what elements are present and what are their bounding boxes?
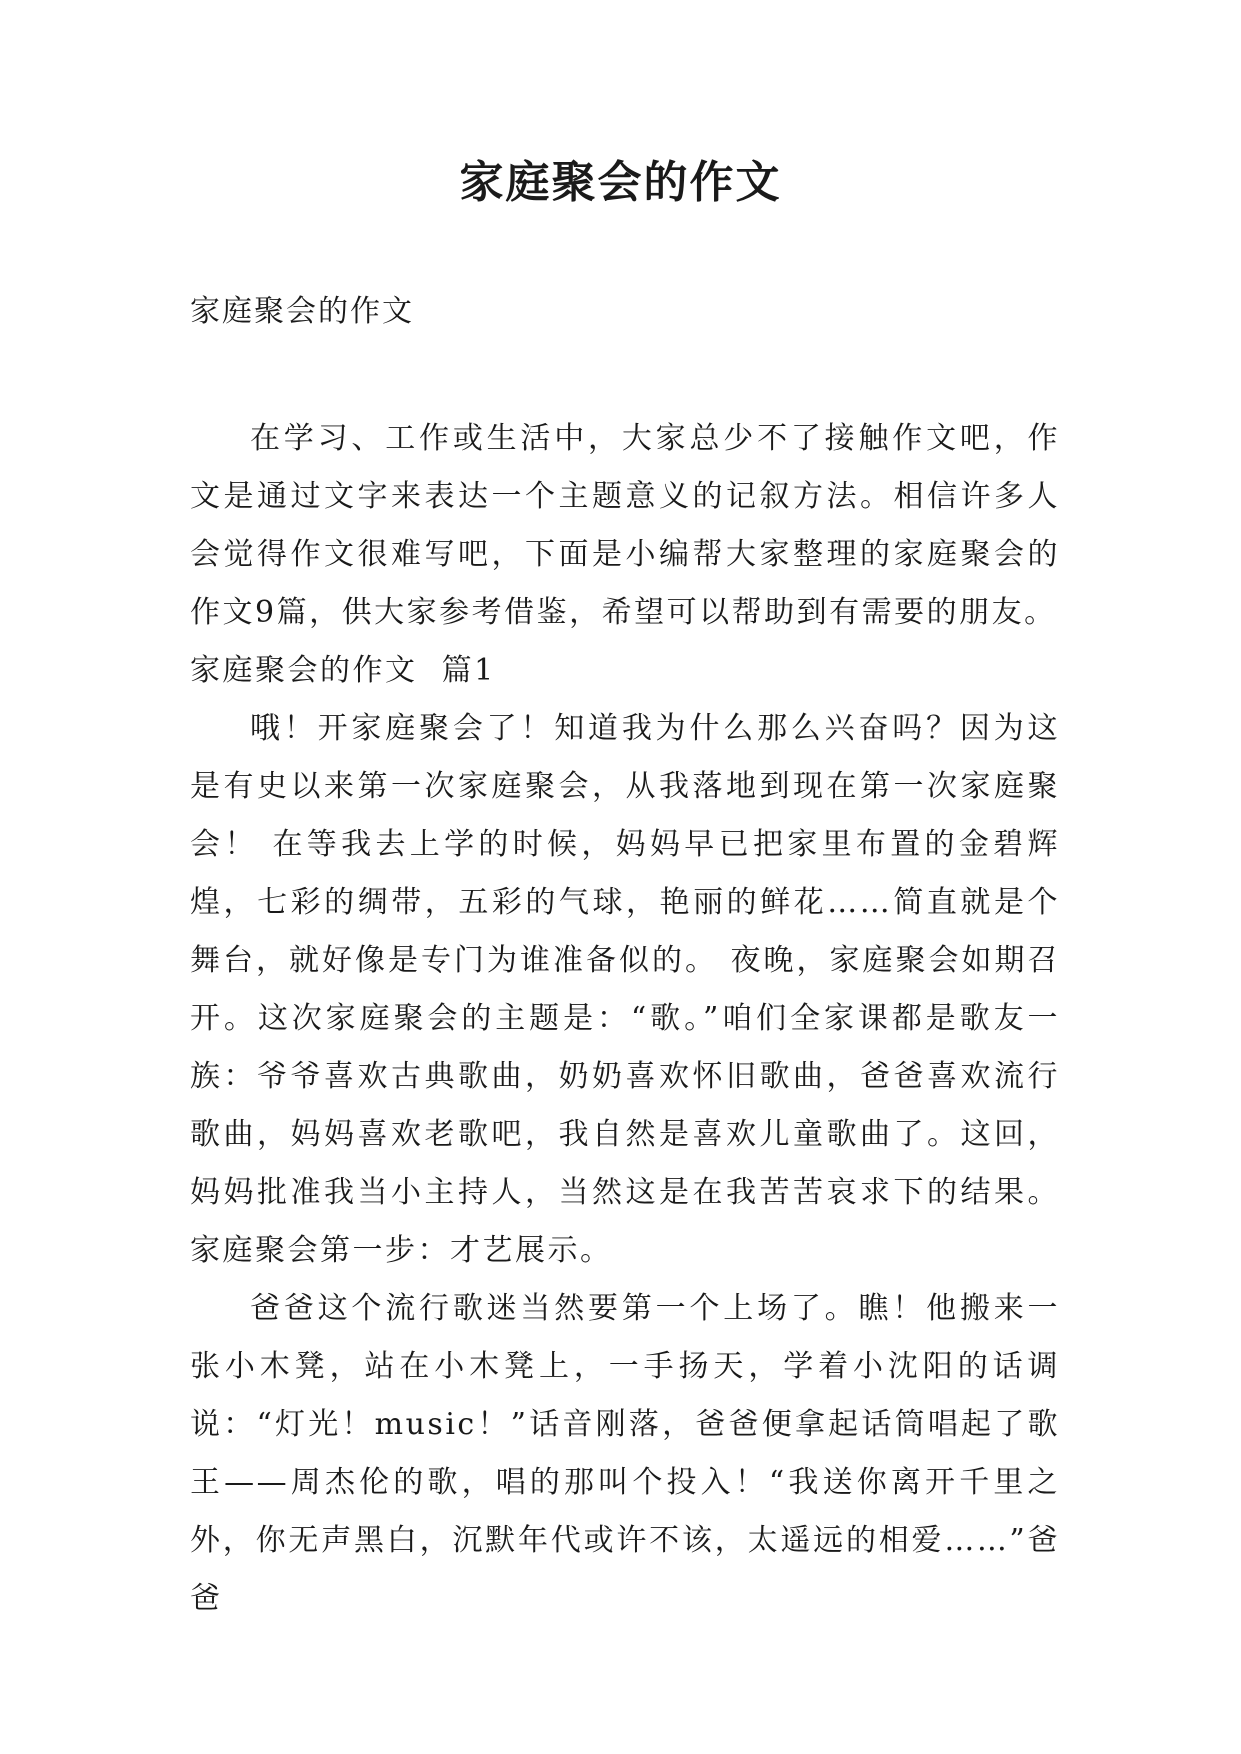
document-title: 家庭聚会的作文 xyxy=(459,157,782,208)
section-heading: 家庭聚会的作文 篇1 xyxy=(190,653,496,688)
body-paragraph-1: 哦！开家庭聚会了！知道我为什么那么兴奋吗？因为这是有史以来第一次家庭聚会，从我落地到现在第一次家庭聚会！ 在等我去上学的时候，妈妈早已把家里布置的金碧辉煌，七彩的绸带，五彩的气球，艳丽的鲜花……简直就是个舞台，就好像是专门为谁准备似的。 夜晚，家庭聚会如期召开。这次家庭聚会的主题是：“歌。”咱们全家课都是歌友一族：爷爷喜欢古典歌曲，奶奶喜欢怀旧歌曲，爸爸喜欢流行歌曲，妈妈喜欢老歌吧，我自然是喜欢儿童歌曲了。这回，妈妈批准我当小主持人，当然这是在我苦苦哀求下的结果。 家庭聚会第一步：才艺展示。 xyxy=(190,711,1060,1268)
document-body xyxy=(190,410,1060,1628)
document-subtitle: 家庭聚会的作文 xyxy=(190,294,414,329)
body-paragraph-2: 爸爸这个流行歌迷当然要第一个上场了。瞧！他搬来一张小木凳，站在小木凳上，一手扬天，学着小沈阳的话调说：“灯光！music！”话音刚落，爸爸便拿起话筒唱起了歌王——周杰伦的歌，唱的那叫个投入！“我送你离开千里之外，你无声黑白，沉默年代或许不该，太遥远的相爱……”爸爸 xyxy=(190,1291,1060,1616)
intro-paragraph: 在学习、工作或生活中，大家总少不了接触作文吧，作文是通过文字来表达一个主题意义的记叙方法。相信许多人会觉得作文很难写吧，下面是小编帮大家整理的家庭聚会的作文9篇，供大家参考借鉴，希望可以帮助到有需要的朋友。 xyxy=(190,421,1060,630)
